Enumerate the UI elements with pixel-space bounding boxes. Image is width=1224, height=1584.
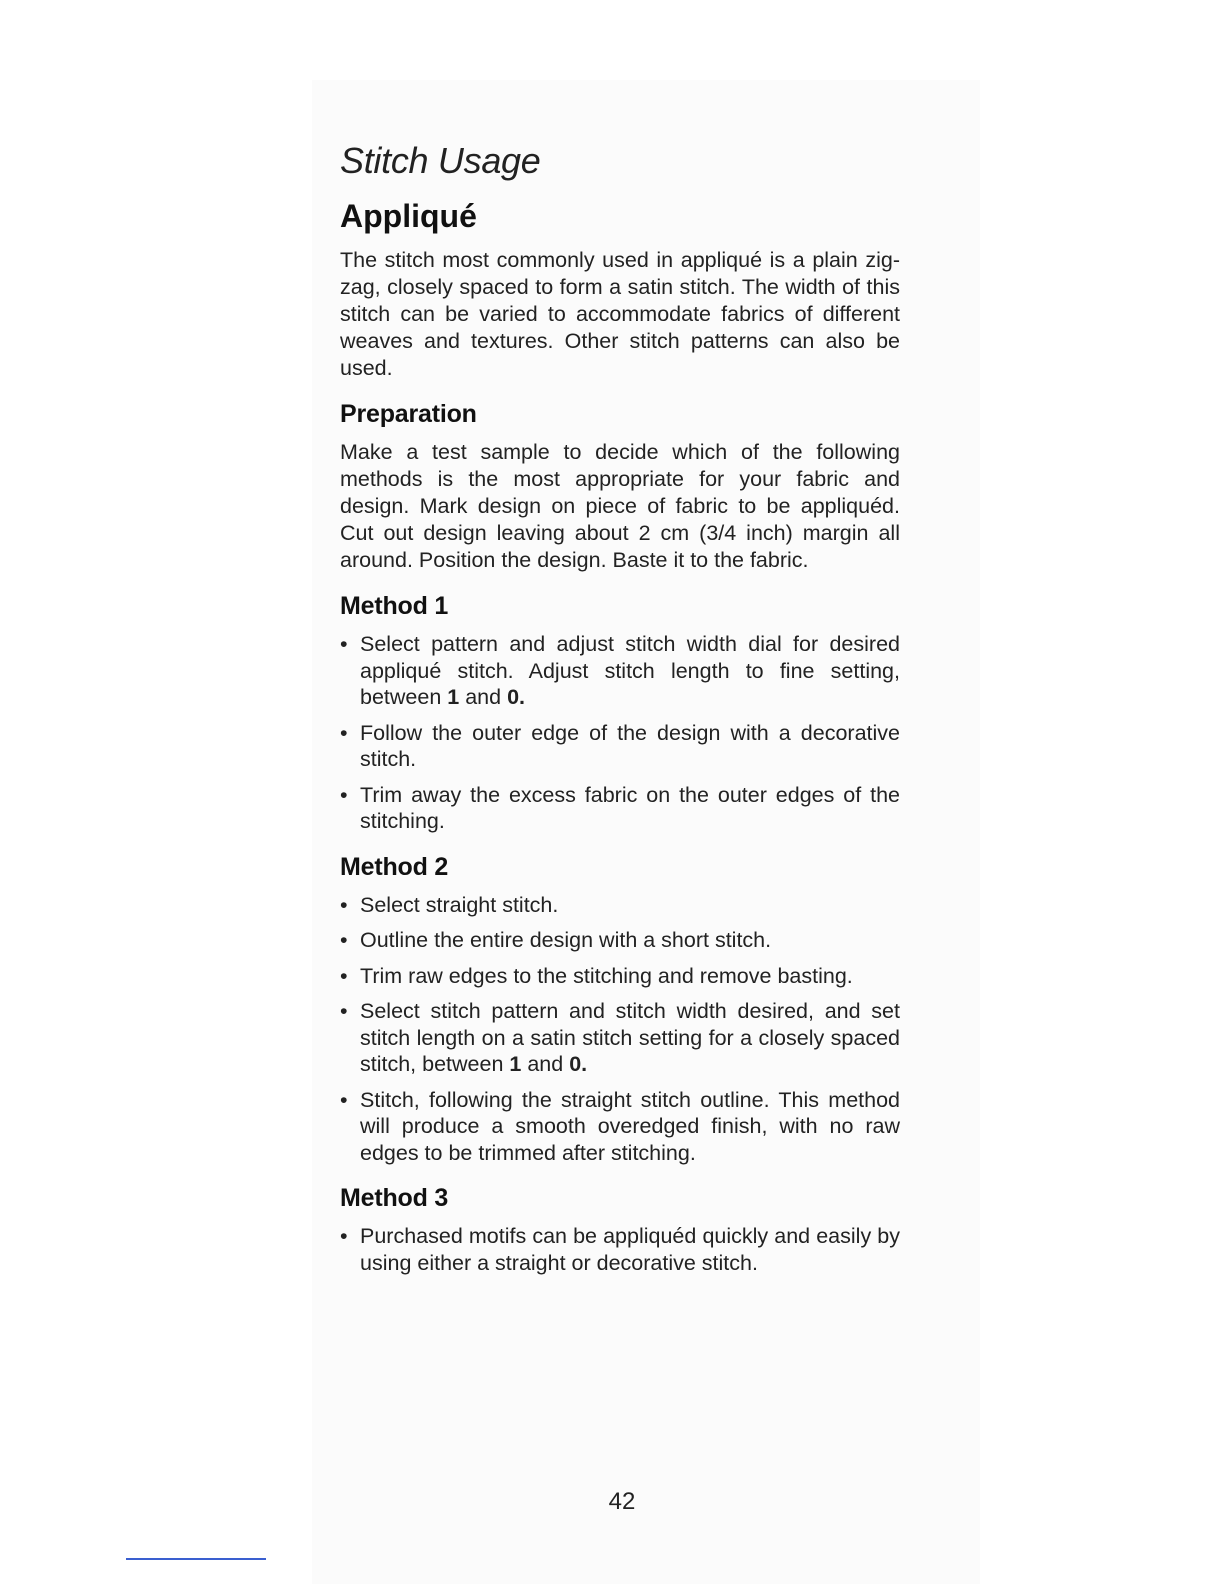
method-1-list <box>340 631 900 835</box>
list-item <box>340 782 900 835</box>
method-1-heading: Method 1 <box>340 592 449 620</box>
preparation-heading: Preparation <box>340 400 477 428</box>
bullet-icon: • <box>340 928 348 952</box>
bullet-icon: • <box>340 1224 348 1248</box>
bullet-icon: • <box>340 892 348 917</box>
setting-value: 1 <box>447 685 460 709</box>
page-number: 42 <box>608 1488 636 1515</box>
list-item <box>340 927 900 954</box>
setting-value: 0. <box>507 685 525 709</box>
preparation-paragraph: Make a test sample to decide which of the following methods is the most appropriate for your fabric and design. Mark design on piece of fabric to be appliquéd. Cut out design leaving about 2 cm (3/4 inch) margin all around. Position the design. Baste it to the fabric. <box>340 440 900 572</box>
method-2-list <box>340 892 900 1167</box>
list-item-text: Outline the entire design with a short stitch. <box>360 928 772 952</box>
list-item-text: and <box>521 1052 570 1076</box>
bullet-icon: • <box>340 782 348 807</box>
list-item <box>340 963 900 990</box>
bullet-icon: • <box>340 632 348 656</box>
intro-paragraph: The stitch most commonly used in appliqué is a plain zig-zag, closely spaced to form a satin stitch. The width of this stitch can be varied to accommodate fabrics of different weaves and textures. Other stitch patterns can also be used. <box>340 248 900 380</box>
list-item-text: Trim raw edges to the stitching and remove basting. <box>360 963 853 988</box>
list-item <box>340 998 900 1078</box>
bullet-icon: • <box>340 999 348 1023</box>
list-item-text: Stitch, following the straight stitch outline. This method will produce a smooth overedged finish, with no raw edges to be trimmed after stitching. <box>360 1087 900 1165</box>
section-label: Stitch Usage <box>340 140 541 181</box>
list-item-text: Purchased motifs can be appliquéd quickly and easily by using either a straight or decorative stitch. <box>360 1224 900 1275</box>
method-3-heading: Method 3 <box>340 1184 449 1212</box>
page-title: Appliqué <box>340 198 477 234</box>
list-item-text: Select pattern and adjust stitch width dial for desired appliqué stitch. Adjust stitch length to fine setting, between <box>360 632 900 709</box>
bullet-icon: • <box>340 963 348 988</box>
list-item-text: Select stitch pattern and stitch width desired, and set stitch length on a satin stitch setting for a closely spaced stitch, between <box>360 999 900 1076</box>
method-3-list <box>340 1223 900 1276</box>
setting-value: 0. <box>569 1052 588 1076</box>
setting-value: 1 <box>509 1052 522 1076</box>
method-2-heading: Method 2 <box>340 852 449 881</box>
list-item-text: Trim away the excess fabric on the outer edges of the stitching. <box>360 782 900 833</box>
list-item <box>340 1223 900 1276</box>
list-item-text: and <box>459 685 508 709</box>
list-item-text: Select straight stitch. <box>360 892 559 917</box>
bullet-icon: • <box>340 720 348 745</box>
list-item <box>340 631 900 711</box>
bottom-rule <box>126 1558 266 1560</box>
list-item-text: Follow the outer edge of the design with a decorative stitch. <box>360 720 900 771</box>
bullet-icon: • <box>340 1087 348 1112</box>
list-item <box>340 892 900 919</box>
list-item <box>340 1087 900 1167</box>
page-content <box>340 140 900 1285</box>
list-item <box>340 720 900 773</box>
